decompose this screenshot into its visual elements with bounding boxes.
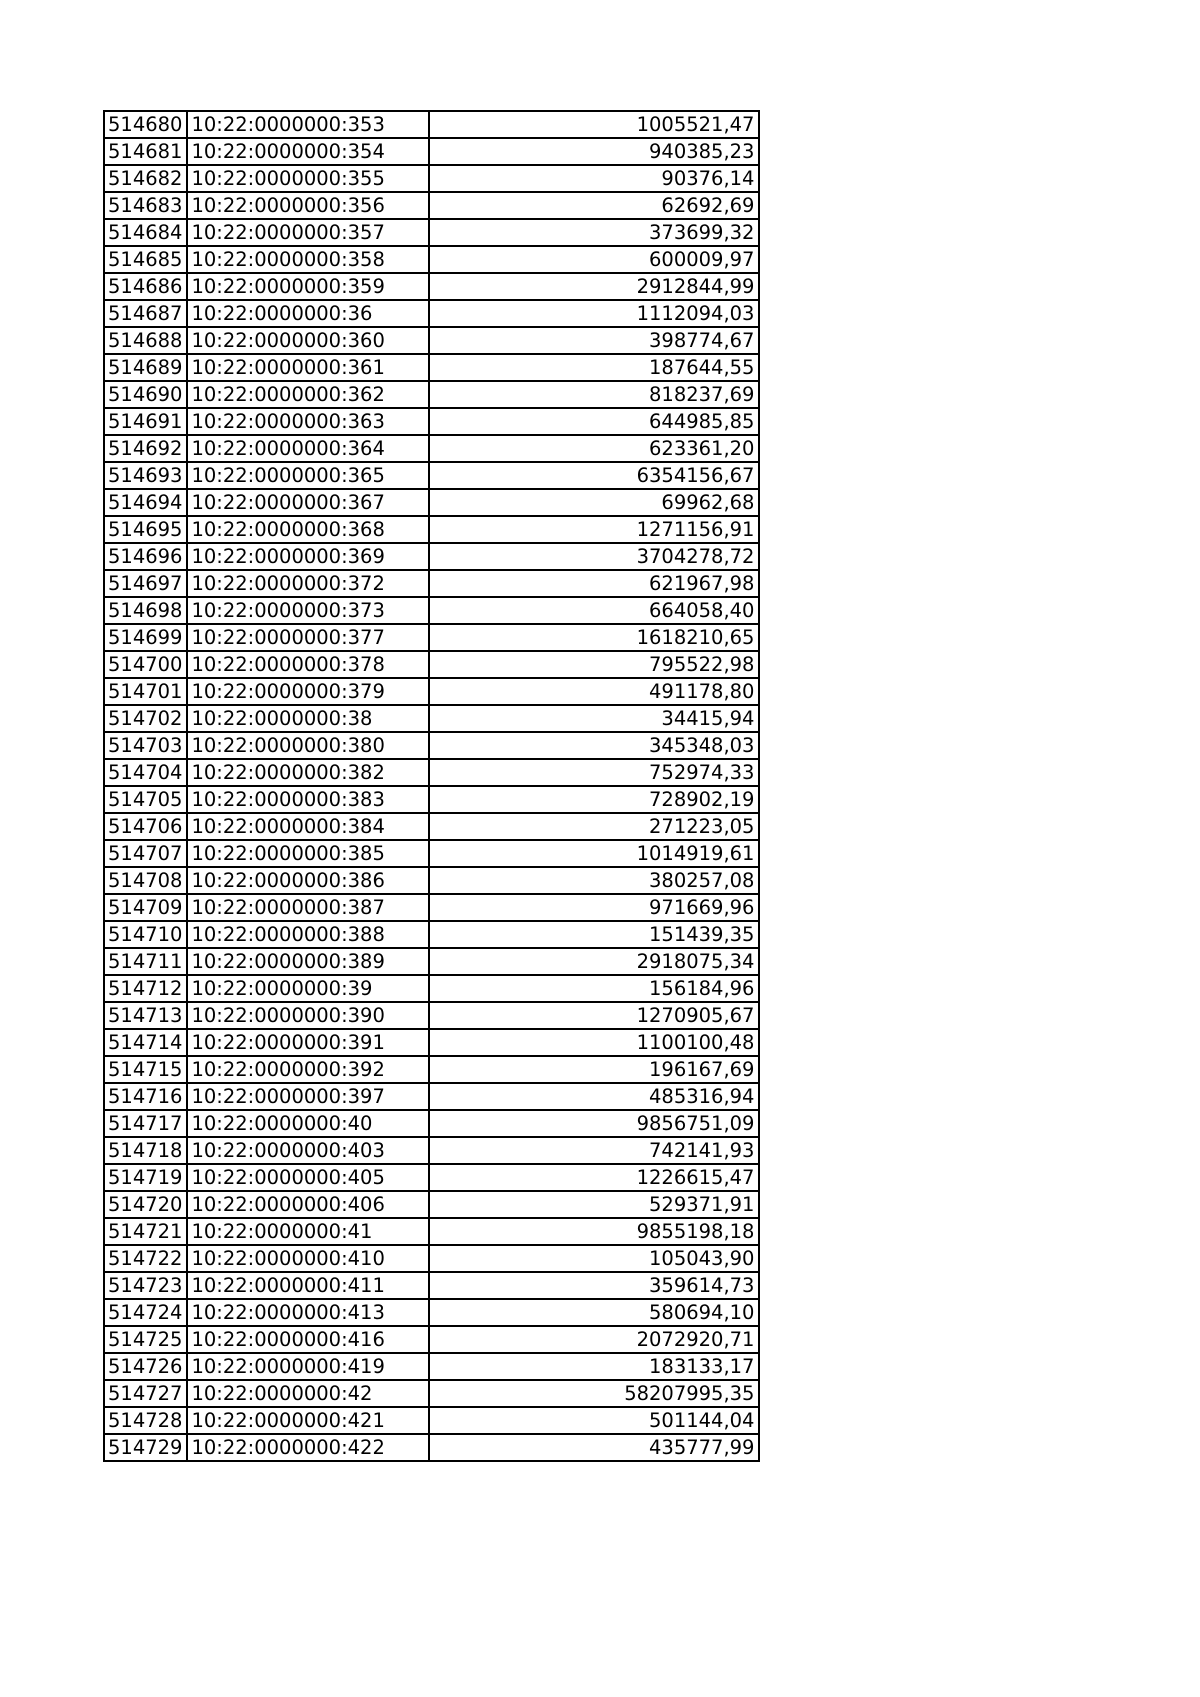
- amount-cell: 971669,96: [429, 894, 759, 921]
- cadastral-number-cell: 10:22:0000000:354: [187, 138, 429, 165]
- row-number-cell: 514705: [104, 786, 187, 813]
- row-number-cell: 514687: [104, 300, 187, 327]
- row-number-cell: 514694: [104, 489, 187, 516]
- row-number-cell: 514706: [104, 813, 187, 840]
- amount-cell: 485316,94: [429, 1083, 759, 1110]
- table-row: [104, 1029, 759, 1056]
- row-number-cell: 514725: [104, 1326, 187, 1353]
- table-row: [104, 138, 759, 165]
- table-row: [104, 273, 759, 300]
- cadastral-number-cell: 10:22:0000000:373: [187, 597, 429, 624]
- row-number-cell: 514699: [104, 624, 187, 651]
- amount-cell: 2918075,34: [429, 948, 759, 975]
- amount-cell: 156184,96: [429, 975, 759, 1002]
- cadastral-number-cell: 10:22:0000000:392: [187, 1056, 429, 1083]
- amount-cell: 183133,17: [429, 1353, 759, 1380]
- cadastral-number-cell: 10:22:0000000:389: [187, 948, 429, 975]
- table-row: [104, 651, 759, 678]
- row-number-cell: 514681: [104, 138, 187, 165]
- row-number-cell: 514707: [104, 840, 187, 867]
- amount-cell: 34415,94: [429, 705, 759, 732]
- row-number-cell: 514700: [104, 651, 187, 678]
- row-number-cell: 514697: [104, 570, 187, 597]
- amount-cell: 940385,23: [429, 138, 759, 165]
- row-number-cell: 514680: [104, 111, 187, 138]
- cadastral-number-cell: 10:22:0000000:388: [187, 921, 429, 948]
- amount-cell: 3704278,72: [429, 543, 759, 570]
- cadastral-number-cell: 10:22:0000000:362: [187, 381, 429, 408]
- amount-cell: 58207995,35: [429, 1380, 759, 1407]
- table-row: [104, 327, 759, 354]
- amount-cell: 501144,04: [429, 1407, 759, 1434]
- cadastral-number-cell: 10:22:0000000:406: [187, 1191, 429, 1218]
- amount-cell: 529371,91: [429, 1191, 759, 1218]
- cadastral-number-cell: 10:22:0000000:355: [187, 165, 429, 192]
- amount-cell: 435777,99: [429, 1434, 759, 1461]
- table-row: [104, 1272, 759, 1299]
- row-number-cell: 514696: [104, 543, 187, 570]
- amount-cell: 62692,69: [429, 192, 759, 219]
- cadastral-number-cell: 10:22:0000000:419: [187, 1353, 429, 1380]
- table-row: [104, 1353, 759, 1380]
- table-row: [104, 732, 759, 759]
- table-row: [104, 408, 759, 435]
- cadastral-number-cell: 10:22:0000000:372: [187, 570, 429, 597]
- row-number-cell: 514686: [104, 273, 187, 300]
- table-row: [104, 786, 759, 813]
- amount-cell: 580694,10: [429, 1299, 759, 1326]
- table-row: [104, 192, 759, 219]
- cadastral-number-cell: 10:22:0000000:411: [187, 1272, 429, 1299]
- cadastral-number-cell: 10:22:0000000:41: [187, 1218, 429, 1245]
- cadastral-number-cell: 10:22:0000000:361: [187, 354, 429, 381]
- amount-cell: 196167,69: [429, 1056, 759, 1083]
- table-row: [104, 678, 759, 705]
- table-row: [104, 1326, 759, 1353]
- cadastral-number-cell: 10:22:0000000:40: [187, 1110, 429, 1137]
- amount-cell: 742141,93: [429, 1137, 759, 1164]
- cadastral-number-cell: 10:22:0000000:397: [187, 1083, 429, 1110]
- cadastral-number-cell: 10:22:0000000:387: [187, 894, 429, 921]
- table-row: [104, 624, 759, 651]
- row-number-cell: 514721: [104, 1218, 187, 1245]
- row-number-cell: 514683: [104, 192, 187, 219]
- table-row: [104, 489, 759, 516]
- amount-cell: 1618210,65: [429, 624, 759, 651]
- cadastral-number-cell: 10:22:0000000:367: [187, 489, 429, 516]
- table-row: [104, 219, 759, 246]
- row-number-cell: 514682: [104, 165, 187, 192]
- row-number-cell: 514688: [104, 327, 187, 354]
- table-row: [104, 1380, 759, 1407]
- table-row: [104, 381, 759, 408]
- table-row: [104, 921, 759, 948]
- amount-cell: 664058,40: [429, 597, 759, 624]
- cadastral-number-cell: 10:22:0000000:357: [187, 219, 429, 246]
- table-row: [104, 813, 759, 840]
- table-row: [104, 111, 759, 138]
- cadastral-number-cell: 10:22:0000000:358: [187, 246, 429, 273]
- row-number-cell: 514715: [104, 1056, 187, 1083]
- row-number-cell: 514719: [104, 1164, 187, 1191]
- cadastral-number-cell: 10:22:0000000:364: [187, 435, 429, 462]
- cadastral-number-cell: 10:22:0000000:413: [187, 1299, 429, 1326]
- cadastral-number-cell: 10:22:0000000:379: [187, 678, 429, 705]
- table-row: [104, 705, 759, 732]
- cadastral-number-cell: 10:22:0000000:368: [187, 516, 429, 543]
- table-row: [104, 462, 759, 489]
- cadastral-number-cell: 10:22:0000000:39: [187, 975, 429, 1002]
- amount-cell: 359614,73: [429, 1272, 759, 1299]
- cadastral-number-cell: 10:22:0000000:391: [187, 1029, 429, 1056]
- table-body: [104, 111, 759, 1461]
- row-number-cell: 514729: [104, 1434, 187, 1461]
- row-number-cell: 514722: [104, 1245, 187, 1272]
- cadastral-number-cell: 10:22:0000000:390: [187, 1002, 429, 1029]
- table-row: [104, 1056, 759, 1083]
- cadastral-number-cell: 10:22:0000000:369: [187, 543, 429, 570]
- cadastral-number-cell: 10:22:0000000:380: [187, 732, 429, 759]
- table-row: [104, 1407, 759, 1434]
- cadastral-number-cell: 10:22:0000000:384: [187, 813, 429, 840]
- row-number-cell: 514717: [104, 1110, 187, 1137]
- row-number-cell: 514704: [104, 759, 187, 786]
- row-number-cell: 514728: [104, 1407, 187, 1434]
- cadastral-number-cell: 10:22:0000000:378: [187, 651, 429, 678]
- table-row: [104, 1002, 759, 1029]
- table-row: [104, 1083, 759, 1110]
- cadastral-number-cell: 10:22:0000000:416: [187, 1326, 429, 1353]
- amount-cell: 491178,80: [429, 678, 759, 705]
- amount-cell: 187644,55: [429, 354, 759, 381]
- amount-cell: 1014919,61: [429, 840, 759, 867]
- amount-cell: 6354156,67: [429, 462, 759, 489]
- row-number-cell: 514714: [104, 1029, 187, 1056]
- amount-cell: 1271156,91: [429, 516, 759, 543]
- row-number-cell: 514713: [104, 1002, 187, 1029]
- amount-cell: 644985,85: [429, 408, 759, 435]
- cadastral-number-cell: 10:22:0000000:359: [187, 273, 429, 300]
- row-number-cell: 514701: [104, 678, 187, 705]
- cadastral-number-cell: 10:22:0000000:353: [187, 111, 429, 138]
- table-row: [104, 948, 759, 975]
- row-number-cell: 514698: [104, 597, 187, 624]
- row-number-cell: 514702: [104, 705, 187, 732]
- amount-cell: 271223,05: [429, 813, 759, 840]
- amount-cell: 9856751,09: [429, 1110, 759, 1137]
- table-row: [104, 516, 759, 543]
- row-number-cell: 514718: [104, 1137, 187, 1164]
- table-row: [104, 1110, 759, 1137]
- row-number-cell: 514723: [104, 1272, 187, 1299]
- row-number-cell: 514709: [104, 894, 187, 921]
- cadastral-number-cell: 10:22:0000000:363: [187, 408, 429, 435]
- table-row: [104, 759, 759, 786]
- cadastral-number-cell: 10:22:0000000:386: [187, 867, 429, 894]
- table-row: [104, 1299, 759, 1326]
- cadastral-number-cell: 10:22:0000000:383: [187, 786, 429, 813]
- row-number-cell: 514689: [104, 354, 187, 381]
- row-number-cell: 514692: [104, 435, 187, 462]
- cadastral-number-cell: 10:22:0000000:36: [187, 300, 429, 327]
- amount-cell: 1005521,47: [429, 111, 759, 138]
- amount-cell: 1270905,67: [429, 1002, 759, 1029]
- amount-cell: 69962,68: [429, 489, 759, 516]
- cadastral-number-cell: 10:22:0000000:385: [187, 840, 429, 867]
- amount-cell: 2912844,99: [429, 273, 759, 300]
- cadastral-number-cell: 10:22:0000000:422: [187, 1434, 429, 1461]
- cadastral-number-cell: 10:22:0000000:410: [187, 1245, 429, 1272]
- table-row: [104, 1164, 759, 1191]
- table-row: [104, 1245, 759, 1272]
- amount-cell: 818237,69: [429, 381, 759, 408]
- amount-cell: 151439,35: [429, 921, 759, 948]
- row-number-cell: 514684: [104, 219, 187, 246]
- cadastral-number-cell: 10:22:0000000:360: [187, 327, 429, 354]
- amount-cell: 398774,67: [429, 327, 759, 354]
- table-row: [104, 300, 759, 327]
- table-row: [104, 165, 759, 192]
- cadastral-number-cell: 10:22:0000000:421: [187, 1407, 429, 1434]
- cadastral-number-cell: 10:22:0000000:356: [187, 192, 429, 219]
- row-number-cell: 514727: [104, 1380, 187, 1407]
- table-row: [104, 246, 759, 273]
- amount-cell: 1226615,47: [429, 1164, 759, 1191]
- table-row: [104, 894, 759, 921]
- amount-cell: 105043,90: [429, 1245, 759, 1272]
- amount-cell: 621967,98: [429, 570, 759, 597]
- row-number-cell: 514691: [104, 408, 187, 435]
- amount-cell: 752974,33: [429, 759, 759, 786]
- data-table: [103, 110, 760, 1462]
- amount-cell: 345348,03: [429, 732, 759, 759]
- cadastral-number-cell: 10:22:0000000:405: [187, 1164, 429, 1191]
- table-row: [104, 1137, 759, 1164]
- row-number-cell: 514711: [104, 948, 187, 975]
- row-number-cell: 514695: [104, 516, 187, 543]
- table-row: [104, 435, 759, 462]
- row-number-cell: 514693: [104, 462, 187, 489]
- amount-cell: 623361,20: [429, 435, 759, 462]
- row-number-cell: 514690: [104, 381, 187, 408]
- table-row: [104, 975, 759, 1002]
- row-number-cell: 514726: [104, 1353, 187, 1380]
- table-row: [104, 1218, 759, 1245]
- row-number-cell: 514685: [104, 246, 187, 273]
- amount-cell: 1100100,48: [429, 1029, 759, 1056]
- row-number-cell: 514708: [104, 867, 187, 894]
- table-row: [104, 597, 759, 624]
- row-number-cell: 514724: [104, 1299, 187, 1326]
- row-number-cell: 514712: [104, 975, 187, 1002]
- cadastral-number-cell: 10:22:0000000:365: [187, 462, 429, 489]
- amount-cell: 600009,97: [429, 246, 759, 273]
- amount-cell: 9855198,18: [429, 1218, 759, 1245]
- amount-cell: 795522,98: [429, 651, 759, 678]
- table-row: [104, 1191, 759, 1218]
- table-row: [104, 867, 759, 894]
- table-row: [104, 840, 759, 867]
- row-number-cell: 514710: [104, 921, 187, 948]
- cadastral-number-cell: 10:22:0000000:403: [187, 1137, 429, 1164]
- row-number-cell: 514720: [104, 1191, 187, 1218]
- amount-cell: 380257,08: [429, 867, 759, 894]
- table-row: [104, 570, 759, 597]
- amount-cell: 728902,19: [429, 786, 759, 813]
- cadastral-number-cell: 10:22:0000000:38: [187, 705, 429, 732]
- table-row: [104, 354, 759, 381]
- table-row: [104, 1434, 759, 1461]
- cadastral-number-cell: 10:22:0000000:382: [187, 759, 429, 786]
- amount-cell: 90376,14: [429, 165, 759, 192]
- row-number-cell: 514716: [104, 1083, 187, 1110]
- amount-cell: 1112094,03: [429, 300, 759, 327]
- row-number-cell: 514703: [104, 732, 187, 759]
- table-row: [104, 543, 759, 570]
- amount-cell: 2072920,71: [429, 1326, 759, 1353]
- cadastral-number-cell: 10:22:0000000:42: [187, 1380, 429, 1407]
- cadastral-number-cell: 10:22:0000000:377: [187, 624, 429, 651]
- amount-cell: 373699,32: [429, 219, 759, 246]
